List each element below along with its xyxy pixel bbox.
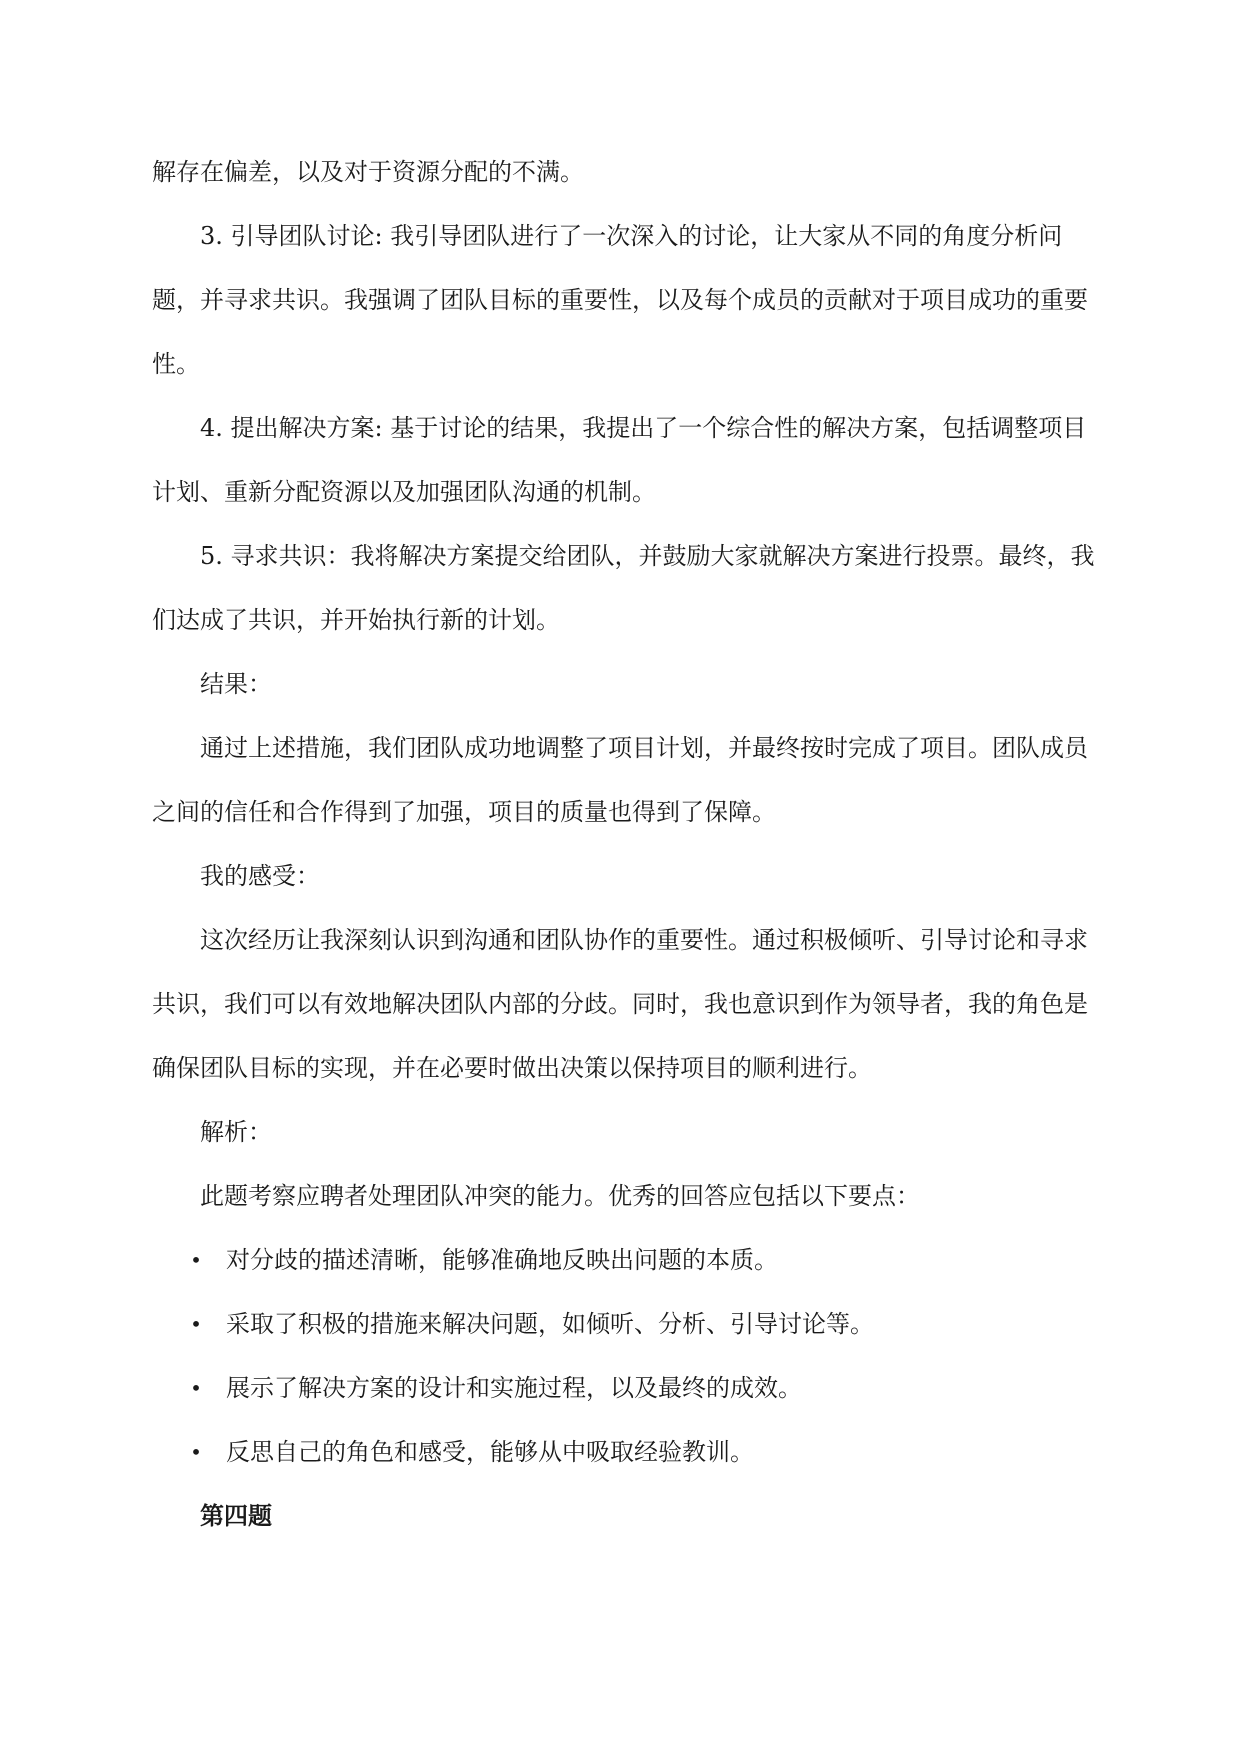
list-item [152,1228,1102,1292]
list-item-text: 采取了积极的措施来解决问题，如倾听、分析、引导讨论等。 [226,1310,874,1338]
paragraph-step-3: 3. 引导团队讨论: 我引导团队进行了一次深入的讨论，让大家从不同的角度分析问题，并寻求共识。我强调了团队目标的重要性，以及每个成员的贡献对于项目成功的重要性。 [152,222,1088,378]
section-label-result: 结果： [200,670,272,698]
list-item [152,1356,1102,1420]
bullet-icon: • [190,1376,202,1400]
paragraph-feeling: 这次经历让我深刻认识到沟通和团队协作的重要性。通过积极倾听、引导讨论和寻求共识，我们可以有效地解决团队内部的分歧。同时，我也意识到作为领导者，我的角色是确保团队目标的实现，并在必要时做出决策以保持项目的顺利进行。 [152,926,1088,1082]
paragraph-result: 通过上述措施，我们团队成功地调整了项目计划，并最终按时完成了项目。团队成员之间的信任和合作得到了加强，项目的质量也得到了保障。 [152,734,1088,826]
bullet-icon: • [190,1312,202,1336]
list-item-text: 对分歧的描述清晰，能够准确地反映出问题的本质。 [226,1246,778,1274]
paragraph-step-5: 5. 寻求共识：我将解决方案提交给团队，并鼓励大家就解决方案进行投票。最终，我们达成了共识，并开始执行新的计划。 [152,542,1095,634]
bullet-icon: • [190,1440,202,1464]
list-item [152,1292,1102,1356]
list-item [152,1420,1102,1484]
list-item-text: 反思自己的角色和感受，能够从中吸取经验教训。 [226,1438,754,1466]
analysis-bullet-list [152,1228,1102,1484]
section-heading-question-4: 第四题 [200,1501,272,1530]
list-item-text: 展示了解决方案的设计和实施过程，以及最终的成效。 [226,1374,802,1402]
section-label-feeling: 我的感受： [200,862,320,890]
paragraph-analysis: 此题考察应聘者处理团队冲突的能力。优秀的回答应包括以下要点： [200,1182,920,1210]
paragraph-continuation: 解存在偏差，以及对于资源分配的不满。 [152,158,584,186]
document-body [152,140,1102,1548]
paragraph-step-4: 4. 提出解决方案: 基于讨论的结果，我提出了一个综合性的解决方案，包括调整项目计划、重新分配资源以及加强团队沟通的机制。 [152,414,1087,506]
bullet-icon: • [190,1248,202,1272]
section-label-analysis: 解析： [200,1118,272,1146]
